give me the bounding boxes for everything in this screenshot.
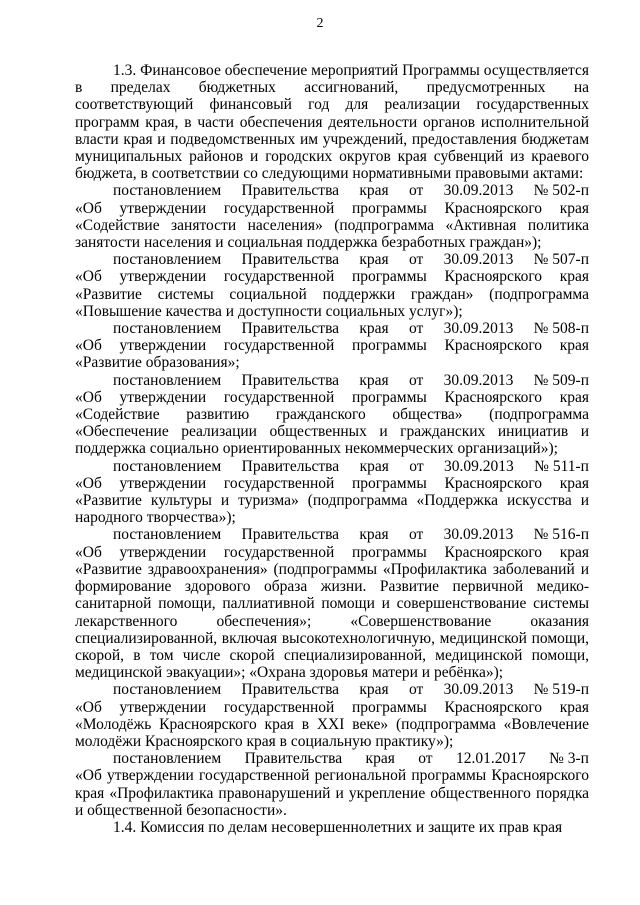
act-body: «Об утверждении государственной программы Красноярского края «Содействие занятости населения» (подпрограмма «Активная политика занятости населения и социальная поддержка безработных граждан»);: [75, 199, 589, 252]
act-body: «Об утверждении государственной региональной программы Красноярского края «Профилактика правонарушений и укрепление общественного порядка и общественной безопасности».: [75, 767, 589, 819]
document-body: [75, 62, 589, 836]
act-body: «Об утверждении государственной программы Красноярского края «Развитие образования»;: [75, 337, 589, 372]
act-lead-line: постановлением Правительства края от 30.09.2013 № 519-п: [113, 681, 589, 699]
act-body: «Об утверждении государственной программы Красноярского края «Развитие системы социальной поддержки граждан» (подпрограмма «Повышение качества и доступности социальных услуг»);: [75, 268, 589, 320]
act-lead-line: постановлением Правительства края от 30.09.2013 № 509-п: [113, 371, 589, 389]
act-lead-line: постановлением Правительства края от 30.09.2013 № 502-п: [113, 182, 589, 200]
act-lead-line: постановлением Правительства края от 30.09.2013 № 511-п: [113, 457, 589, 475]
act-511: [75, 458, 589, 527]
act-body: «Об утверждении государственной программы Красноярского края «Молодёжь Красноярского края в XXI веке» (подпрограмма «Вовлечение молодёжи Красноярского края в социальную практику»);: [75, 698, 589, 750]
act-body: «Об утверждении государственной программы Красноярского края «Развитие здравоохранения» (подпрограммы «Профилактика заболеваний и формирование здорового образа жизни. Развитие первичной медико-санитарной помощи, паллиативной помощи и совершенствование системы лекарственного обеспечения»; «Совершенствование оказания специализированной, включая высокотехнологичную, медицинской помощи, скорой, в том числе скорой специализированной, медицинской помощи, медицинской эвакуации»; «Охрана здоровья матери и ребёнка»);: [75, 543, 589, 682]
act-502: [75, 182, 589, 251]
act-507: [75, 251, 589, 320]
act-lead-line: постановлением Правительства края от 30.09.2013 № 508-п: [113, 320, 589, 338]
act-lead-line: постановлением Правительства края от 30.09.2013 № 507-п: [113, 251, 589, 269]
act-lead-line: постановлением Правительства края от 12.01.2017 № 3-п: [113, 750, 589, 768]
paragraph-1-3: 1.3. Финансовое обеспечение мероприятий Программы осуществляется в пределах бюджетных ассигнований, предусмотренных на соответствующий финансовый год для реализации государственных программ края, в части обеспечения деятельности органов исполнительной власти края и подведомственных им учреждений, предоставления бюджетам муниципальных районов и городских округов края субвенций из краевого бюджета, в соответствии со следующими нормативными правовыми актами:: [75, 62, 589, 183]
act-509: [75, 372, 589, 458]
act-519: [75, 681, 589, 750]
act-508: [75, 320, 589, 372]
act-body: «Об утверждении государственной программы Красноярского края «Развитие культуры и туризма» (подпрограмма «Поддержка искусства и народного творчества»);: [75, 474, 589, 527]
act-lead-line: постановлением Правительства края от 30.09.2013 № 516-п: [113, 526, 589, 544]
paragraph-1-4: 1.4. Комиссия по делам несовершеннолетних и защите их прав края: [113, 818, 563, 836]
act-body: «Об утверждении государственной программы Красноярского края «Содействие развитию гражданского общества» (подпрограмма «Обеспечение реализации общественных и гражданских инициатив и поддержка социально ориентированных некоммерческих организаций»);: [75, 388, 589, 458]
act-516: [75, 526, 589, 681]
act-3: [75, 750, 589, 819]
page-number: 2: [316, 16, 324, 31]
